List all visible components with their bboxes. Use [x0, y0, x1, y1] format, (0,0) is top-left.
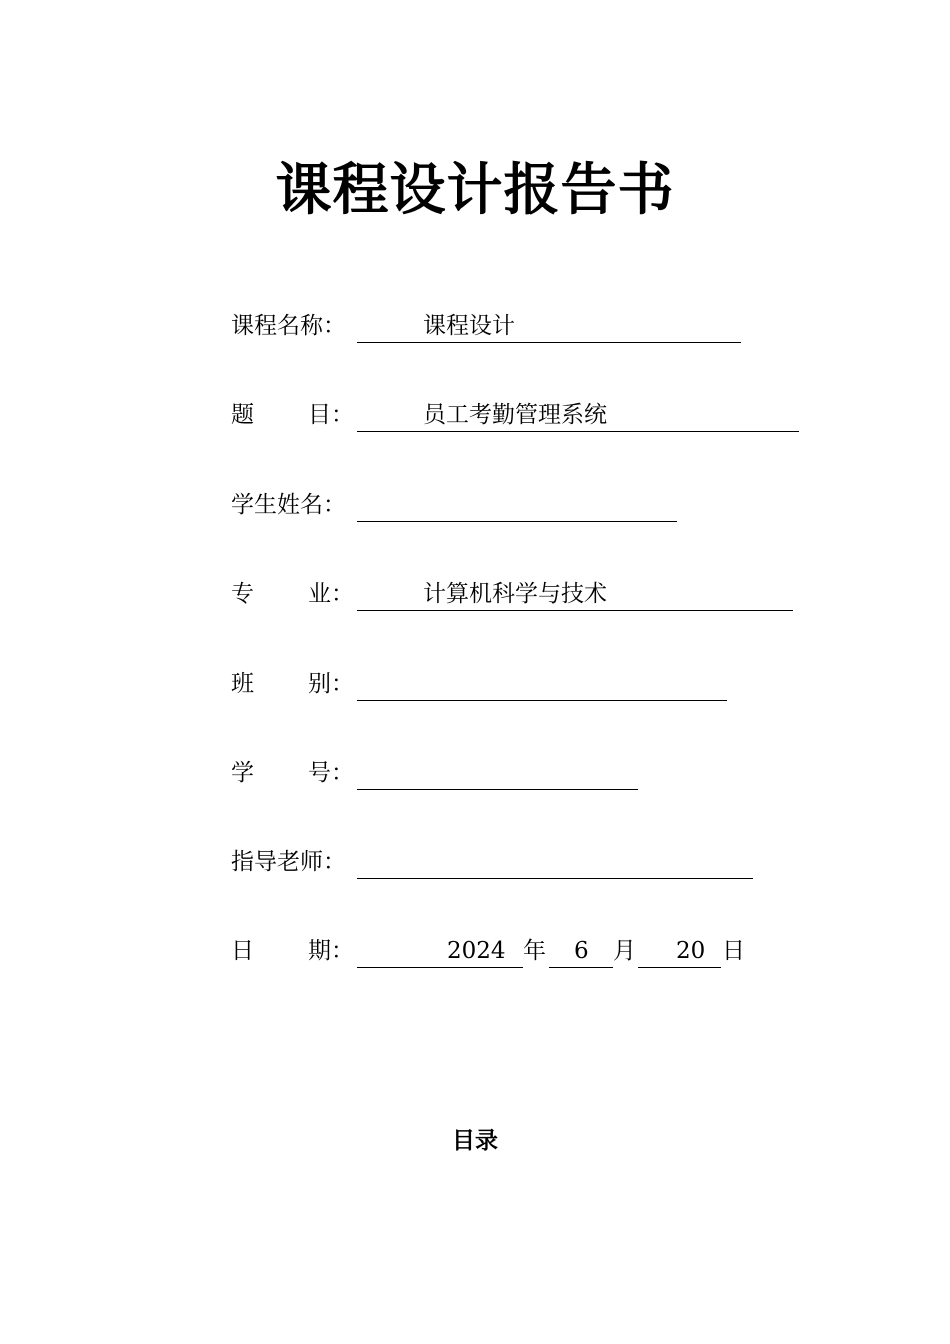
topic-value: 员工考勤管理系统	[423, 402, 607, 428]
date-year-unit: 年	[523, 938, 546, 964]
date-day-value: 20	[676, 938, 706, 964]
date-month-value: 6	[574, 938, 589, 964]
date-year-line	[357, 934, 523, 968]
course-name-line	[357, 309, 741, 343]
date-year-value: 2024	[447, 938, 506, 964]
topic-line	[357, 398, 799, 432]
toc-heading: 目录	[452, 1128, 498, 1154]
date-day-unit: 日	[722, 938, 745, 964]
report-title: 课程设计报告书	[275, 158, 675, 223]
student-name-label: 学生姓名：	[231, 492, 346, 518]
major-value: 计算机科学与技术	[423, 581, 607, 607]
date-day-line	[638, 934, 721, 968]
advisor-label: 指导老师：	[231, 849, 346, 875]
date-row: 日 期： 2024 年 6 月 20 日	[231, 934, 791, 968]
date-month-unit: 月	[613, 938, 636, 964]
advisor-line	[357, 845, 753, 879]
student-name-line	[357, 488, 677, 522]
course-name-value: 课程设计	[423, 313, 515, 339]
student-id-line	[357, 756, 638, 790]
major-line	[357, 577, 793, 611]
class-line	[357, 667, 727, 701]
course-name-label: 课程名称：	[231, 313, 346, 339]
date-month-line	[549, 934, 613, 968]
